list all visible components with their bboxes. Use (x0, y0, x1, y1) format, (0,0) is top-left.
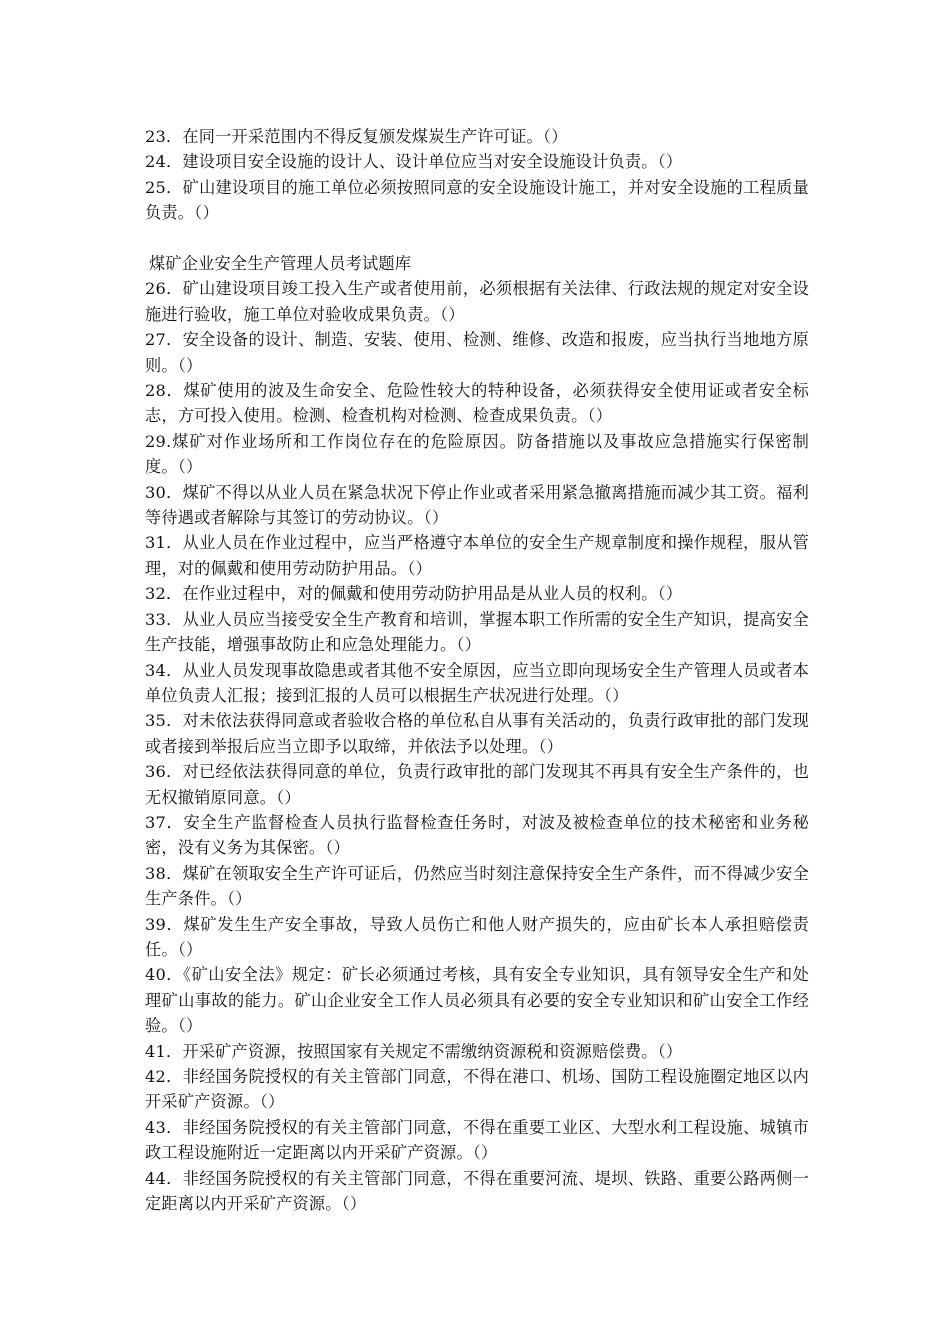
question-item-30: 30．煤矿不得以从业人员在紧急状况下停止作业或者采用紧急撤离措施而减少其工资。福利等待遇或者解除与其签订的劳动协议。（） (145, 482, 809, 528)
question-item-32: 32．在作业过程中，对的佩戴和使用劳动防护用品是从业人员的权利。（） (145, 584, 683, 604)
question-item-24: 24．建设项目安全设施的设计人、设计单位应当对安全设施设计负责。（） (145, 152, 683, 172)
question-item-43: 43．非经国务院授权的有关主管部门同意，不得在重要工业区、大型水利工程设施、城镇市政工程设施附近一定距离以内开采矿产资源。（） (145, 1117, 809, 1163)
question-item-44: 44．非经国务院授权的有关主管部门同意，不得在重要河流、堤坝、铁路、重要公路两侧一定距离以内开采矿产资源。（） (145, 1168, 809, 1214)
question-item-39: 39．煤矿发生生产安全事故，导致人员伤亡和他人财产损失的，应由矿长本人承担赔偿责任。（） (145, 914, 809, 959)
question-item-27: 27．安全设备的设计、制造、安装、使用、检测、维修、改造和报废，应当执行当地地方原则。（） (145, 330, 809, 375)
question-item-38: 38．煤矿在领取安全生产许可证后，仍然应当时刻注意保持安全生产条件，而不得减少安全生产条件。（） (145, 863, 809, 909)
question-item-25: 25．矿山建设项目的施工单位必须按照同意的安全设施设计施工，并对安全设施的工程质量负责。（） (145, 177, 809, 223)
question-item-37: 37．安全生产监督检查人员执行监督检查任务时，对波及被检查单位的技术秘密和业务秘密，没有义务为其保密。（） (145, 812, 809, 858)
document-page (145, 124, 809, 1216)
blank-line (145, 226, 809, 251)
section-title: 煤矿企业安全生产管理人员考试题库 (149, 254, 412, 274)
question-item-31: 31．从业人员在作业过程中，应当严格遵守本单位的安全生产规章制度和操作规程，服从管理，对的佩戴和使用劳动防护用品。（） (145, 533, 809, 578)
question-item-29: 29.煤矿对作业场所和工作岗位存在的危险原因。防备措施以及事故应急措施实行保密制度。（） (145, 431, 809, 477)
question-item-33: 33．从业人员应当接受安全生产教育和培训，掌握本职工作所需的安全生产知识，提高安全生产技能，增强事故防止和应急处理能力。（） (145, 609, 809, 655)
question-item-41: 41．开采矿产资源，按照国家有关规定不需缴纳资源税和资源赔偿费。（） (145, 1041, 683, 1061)
question-item-36: 36．对已经依法获得同意的单位，负责行政审批的部门发现其不再具有安全生产条件的，也无权撤销原同意。（） (145, 762, 809, 807)
question-item-28: 28．煤矿使用的波及生命安全、危险性较大的特种设备，必须获得安全使用证或者安全标志，方可投入使用。检测、检查机构对检测、检查成果负责。（） (145, 381, 809, 426)
question-item-26: 26．矿山建设项目竣工投入生产或者使用前，必须根据有关法律、行政法规的规定对安全设施进行验收，施工单位对验收成果负责。（） (145, 279, 809, 324)
question-item-42: 42．非经国务院授权的有关主管部门同意，不得在港口、机场、国防工程设施圈定地区以内开采矿产资源。（） (145, 1067, 809, 1112)
question-item-23: 23．在同一开采范围内不得反复颁发煤炭生产许可证。（） (145, 127, 568, 146)
question-item-40: 40．《矿山安全法》规定：矿长必须通过考核，具有安全专业知识，具有领导安全生产和处理矿山事故的能力。矿山企业安全工作人员必须具有必要的安全专业知识和矿山安全工作经验。（） (145, 965, 809, 1036)
question-item-35: 35．对未依法获得同意或者验收合格的单位私自从事有关活动的，负责行政审批的部门发现或者接到举报后应当立即予以取缔，并依法予以处理。（） (145, 711, 809, 756)
question-item-34: 34．从业人员发现事故隐患或者其他不安全原因，应当立即向现场安全生产管理人员或者本单位负责人汇报；接到汇报的人员可以根据生产状况进行处理。（） (145, 660, 809, 705)
